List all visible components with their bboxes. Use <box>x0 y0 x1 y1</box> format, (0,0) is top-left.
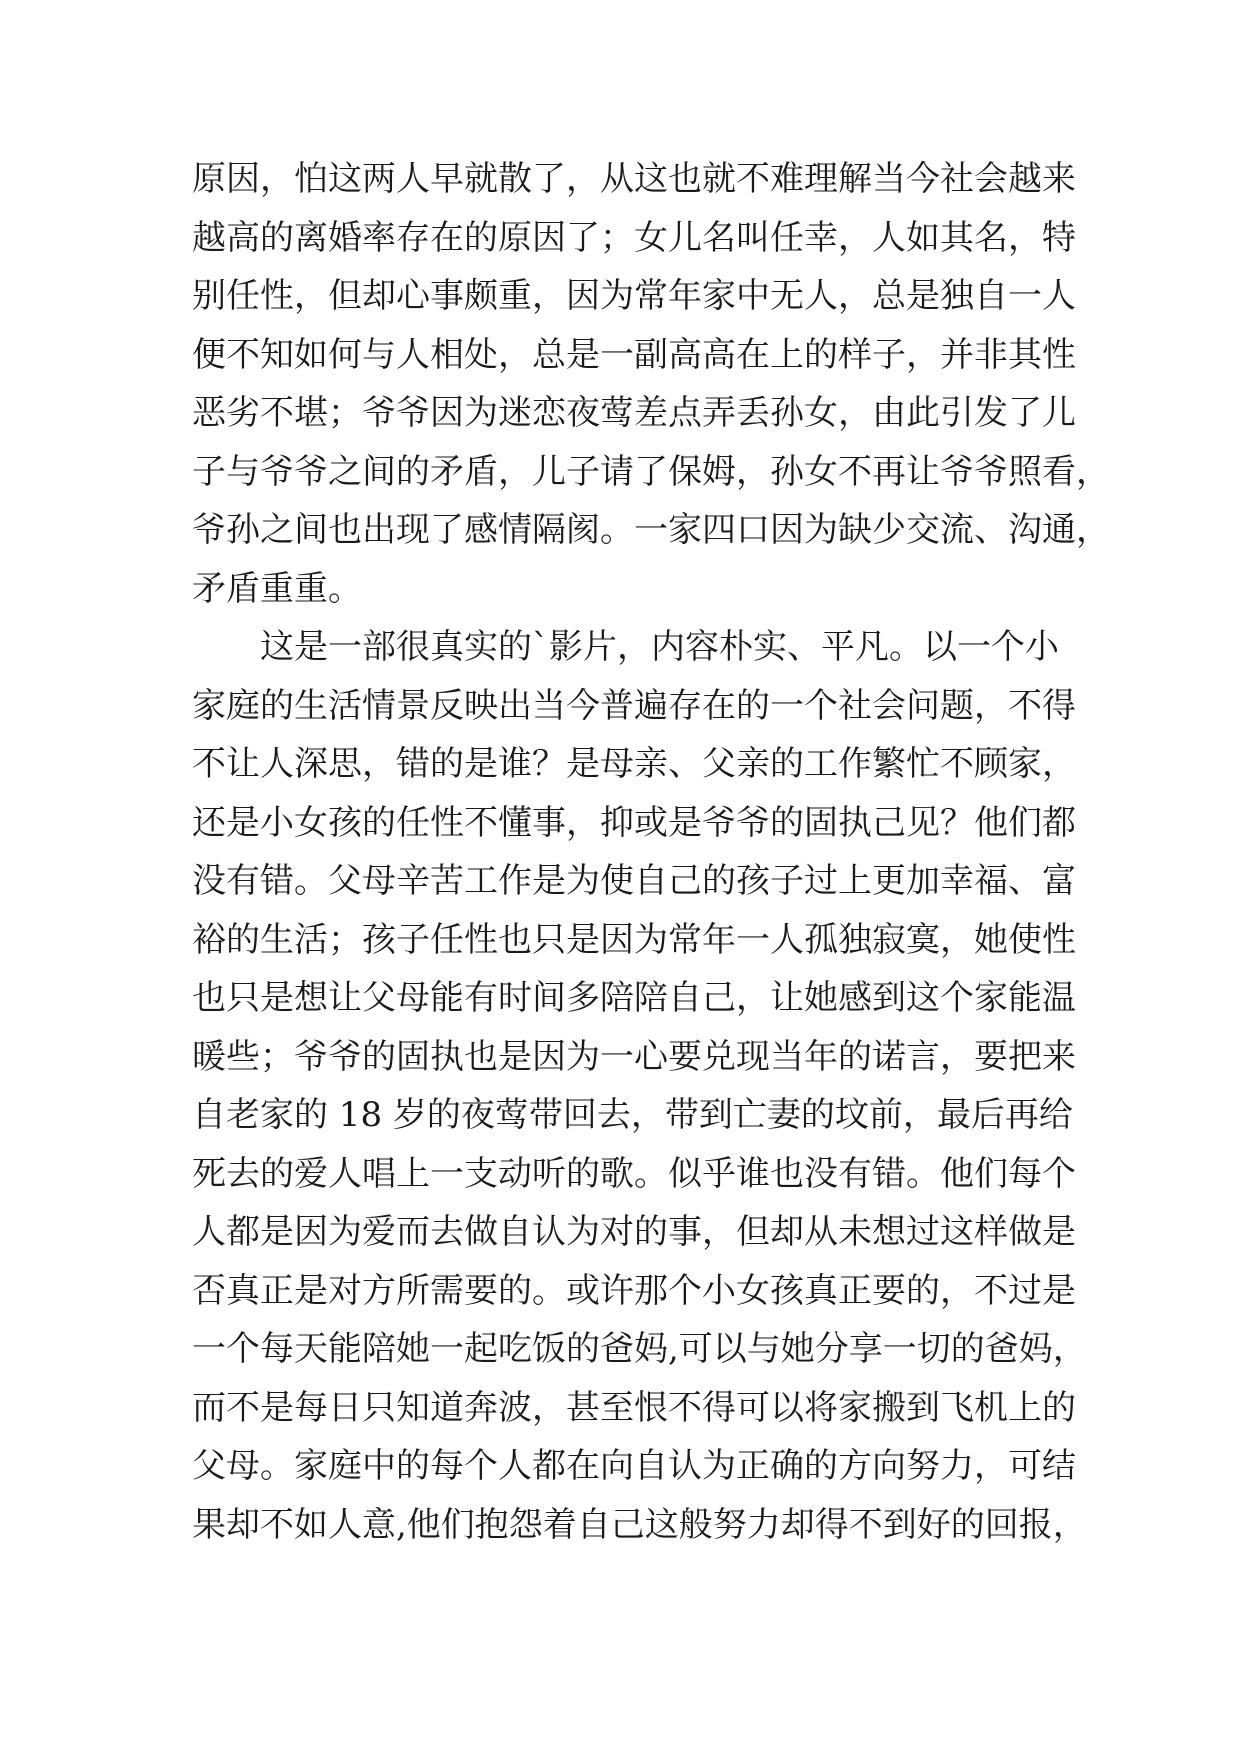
paragraph-1 <box>192 150 1110 618</box>
text-line: 子与爷爷之间的矛盾，儿子请了保姆，孙女不再让爷爷照看， <box>192 451 1110 492</box>
text-line: 原因，怕这两人早就散了，从这也就不难理解当今社会越来 <box>192 159 1076 199</box>
text-line: 越高的离婚率存在的原因了；女儿名叫任幸，人如其名，特 <box>192 217 1076 258</box>
text-line: 不让人深思，错的是谁？是母亲、父亲的工作繁忙不顾家， <box>192 744 1076 784</box>
text-line: 也只是想让父母能有时间多陪陪自己，让她感到这个家能温 <box>192 978 1076 1018</box>
text-line: 父母。家庭中的每个人都在向自认为正确的方向努力，可结 <box>192 1446 1076 1486</box>
text-line: 裕的生活；孩子任性也只是因为常年一人孤独寂寞，她使性 <box>192 919 1076 960</box>
text-line: 暖些；爷爷的固执也是因为一心要兑现当年的诺言，要把来 <box>192 1036 1076 1077</box>
text-line: 一个每天能陪她一起吃饭的爸妈,可以与她分享一切的爸妈， <box>192 1329 1087 1369</box>
text-line: 果却不如人意,他们抱怨着自己这般努力却得不到好的回报， <box>192 1504 1087 1545</box>
body-text <box>192 150 1110 1554</box>
paragraph-2 <box>192 618 1087 1554</box>
text-line: 恶劣不堪；爷爷因为迷恋夜莺差点弄丢孙女，由此引发了儿 <box>192 393 1076 433</box>
text-line: 没有错。父母辛苦工作是为使自己的孩子过上更加幸福、富 <box>192 861 1076 901</box>
text-line: 否真正是对方所需要的。或许那个小女孩真正要的，不过是 <box>192 1270 1076 1311</box>
text-line: 死去的爱人唱上一支动听的歌。似乎谁也没有错。他们每个 <box>192 1153 1076 1194</box>
text-line: 自老家的 18 岁的夜莺带回去，带到亡妻的坟前，最后再给 <box>192 1095 1073 1135</box>
text-line: 爷孙之间也出现了感情隔阂。一家四口因为缺少交流、沟通， <box>192 510 1110 550</box>
text-line: 还是小女孩的任性不懂事，抑或是爷爷的固执己见？他们都 <box>192 802 1076 843</box>
text-line: 别任性，但却心事颇重，因为常年家中无人，总是独自一人 <box>192 276 1076 316</box>
text-line: 而不是每日只知道奔波，甚至恨不得可以将家搬到飞机上的 <box>192 1387 1076 1428</box>
text-line: 家庭的生活情景反映出当今普遍存在的一个社会问题，不得 <box>192 685 1076 726</box>
text-line: 人都是因为爱而去做自认为对的事，但却从未想过这样做是 <box>192 1212 1076 1252</box>
text-line: 矛盾重重。 <box>192 568 362 609</box>
text-line: 便不知如何与人相处，总是一副高高在上的样子，并非其性 <box>192 334 1076 375</box>
text-line: 这是一部很真实的`影片，内容朴实、平凡。以一个小 <box>260 627 1059 667</box>
